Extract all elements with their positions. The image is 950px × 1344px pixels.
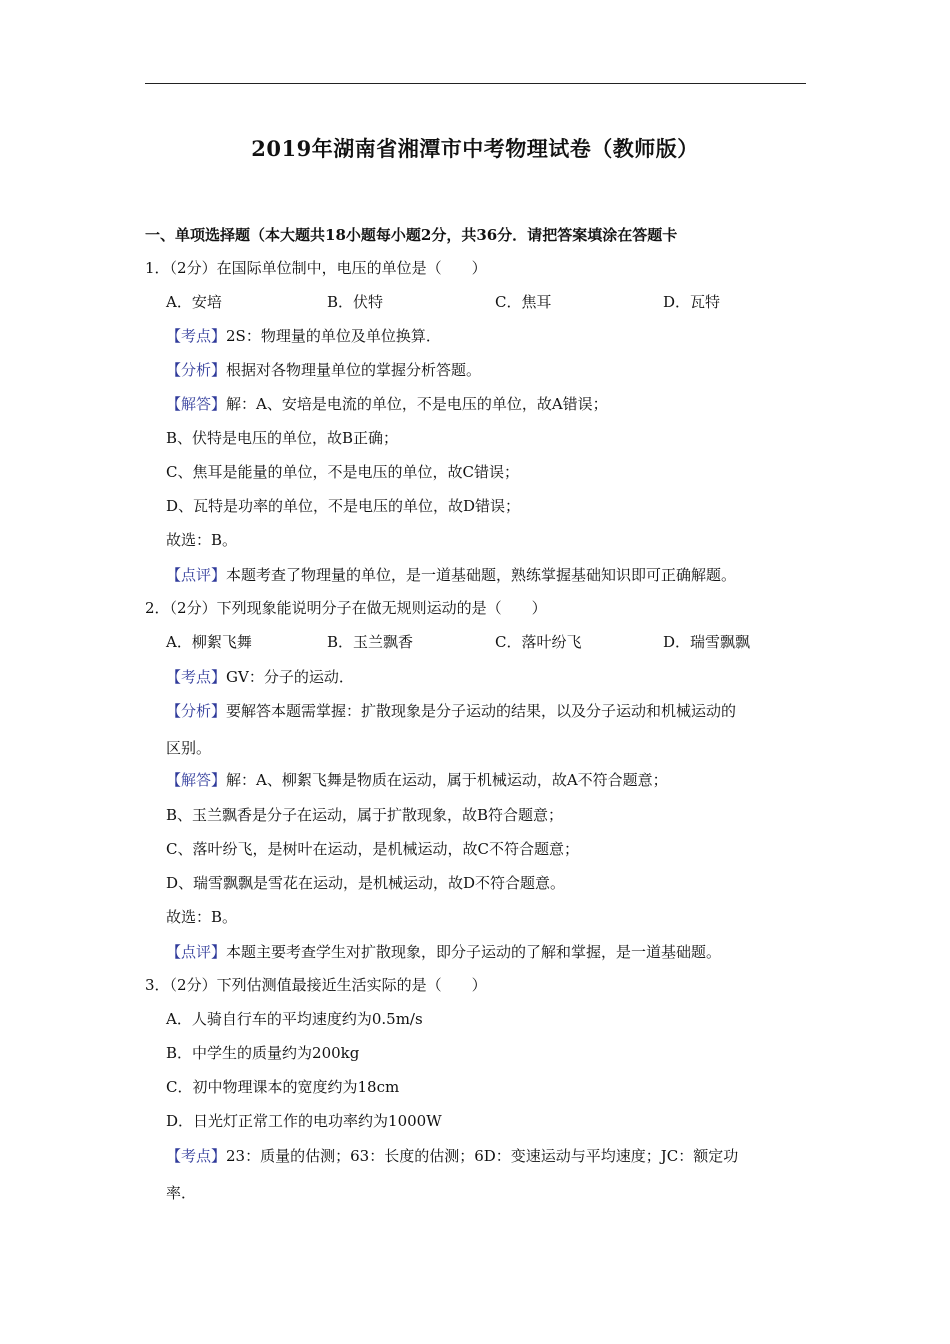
q2-dianping (166, 942, 721, 962)
q1-answer-choice: 故选：B。 (166, 531, 238, 549)
q2-fenxi (166, 701, 736, 721)
q1-jieda-text: 解：A、安培是电流的单位，不是电压的单位，故A错误； (226, 395, 608, 413)
q2-stem: 2．（2分）下列现象能说明分子在做无规则运动的是（ ） (145, 599, 547, 617)
fenxi-tag: 【分析】 (166, 361, 227, 379)
q2-fenxi-text: 要解答本题需掌握：扩散现象是分子运动的结果，以及分子运动和机械运动的 (226, 702, 737, 720)
q3-option-b: B．中学生的质量约为200kg (166, 1044, 360, 1062)
q3-option-c: C．初中物理课本的宽度约为18cm (166, 1078, 400, 1096)
q3-kaodian-cont: 率． (166, 1184, 197, 1202)
q1-answer-line: D、瓦特是功率的单位，不是电压的单位，故D错误； (166, 497, 521, 515)
jieda-tag: 【解答】 (166, 771, 227, 789)
q1-dianping-text: 本题考查了物理量的单位，是一道基础题，熟练掌握基础知识即可正确解题。 (226, 566, 737, 584)
q1-option-d: D．瓦特 (663, 293, 721, 311)
q3-kaodian-text: 23：质量的估测；63：长度的估测；6D：变速运动与平均速度；JC：额定功 (226, 1147, 739, 1165)
q2-dianping-text: 本题主要考查学生对扩散现象，即分子运动的了解和掌握，是一道基础题。 (226, 943, 722, 961)
q2-option-c: C．落叶纷飞 (495, 633, 582, 651)
kaodian-tag: 【考点】 (166, 327, 227, 345)
q3-option-d: D．日光灯正常工作的电功率约为1000W (166, 1112, 442, 1130)
q1-kaodian (166, 326, 441, 346)
q3-stem: 3．（2分）下列估测值最接近生活实际的是（ ） (145, 976, 487, 994)
q1-option-c: C．焦耳 (495, 293, 552, 311)
q1-jieda (166, 394, 608, 414)
page-title: 2019年湖南省湘潭市中考物理试卷（教师版） (251, 136, 699, 161)
dianping-tag: 【点评】 (166, 943, 227, 961)
q2-option-d: D．瑞雪飘飘 (663, 633, 751, 651)
q1-fenxi (166, 360, 481, 380)
kaodian-tag: 【考点】 (166, 668, 227, 686)
q1-answer-line: B、伏特是电压的单位，故B正确； (166, 429, 399, 447)
q1-kaodian-text: 2S：物理量的单位及单位换算． (226, 327, 441, 345)
q2-answer-line: D、瑞雪飘飘是雪花在运动，是机械运动，故D不符合题意。 (166, 874, 566, 892)
q1-stem: 1．（2分）在国际单位制中，电压的单位是（ ） (145, 259, 487, 277)
q1-dianping (166, 565, 736, 585)
jieda-tag: 【解答】 (166, 395, 227, 413)
q1-option-b: B．伏特 (327, 293, 384, 311)
kaodian-tag: 【考点】 (166, 1147, 227, 1165)
q2-answer-line: C、落叶纷飞，是树叶在运动，是机械运动，故C不符合题意； (166, 840, 579, 858)
q1-answer-line: C、焦耳是能量的单位，不是电压的单位，故C错误； (166, 463, 519, 481)
q2-answer-line: B、玉兰飘香是分子在运动，属于扩散现象，故B符合题意； (166, 806, 564, 824)
q2-jieda (166, 770, 668, 790)
q2-kaodian-text: GV：分子的运动． (226, 668, 354, 686)
fenxi-tag: 【分析】 (166, 702, 227, 720)
q3-option-a: A．人骑自行车的平均速度约为0.5m/s (166, 1010, 423, 1028)
q2-option-a: A．柳絮飞舞 (166, 633, 252, 651)
header-rule (145, 83, 806, 84)
q2-answer-choice: 故选：B。 (166, 908, 238, 926)
q1-option-a: A．安培 (166, 293, 222, 311)
q3-kaodian (166, 1146, 738, 1166)
dianping-tag: 【点评】 (166, 566, 227, 584)
section-heading: 一、单项选择题（本大题共18小题每小题2分，共36分．请把答案填涂在答题卡 (145, 226, 678, 244)
q1-fenxi-text: 根据对各物理量单位的掌握分析答题。 (226, 361, 482, 379)
q2-fenxi-cont: 区别。 (166, 739, 212, 757)
q2-kaodian (166, 667, 354, 687)
q2-jieda-text: 解：A、柳絮飞舞是物质在运动，属于机械运动，故A不符合题意； (226, 771, 668, 789)
q2-option-b: B．玉兰飘香 (327, 633, 414, 651)
